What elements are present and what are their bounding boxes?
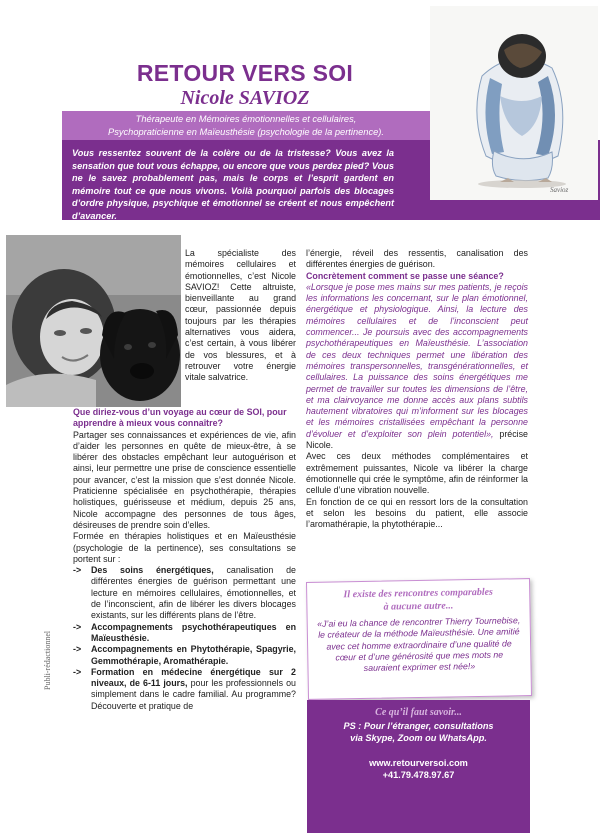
arrow-marker: -> <box>73 621 82 632</box>
ps-line: PS : Pour l’étranger, consultations <box>343 721 494 731</box>
list-item <box>73 565 296 621</box>
list-item-text: canalisation de différentes énergies de guérison permettant une lecture en mémoires cellulaires, émotionnelles, et de l’inconscient, afin de libérer les divers blocages existants, sur les différents plans de l’être. <box>91 565 296 621</box>
list-item-bold: Des soins énergétiques, <box>91 565 214 576</box>
ps-note <box>307 721 530 744</box>
list-item-bold: Accompagnements psychothérapeutiques en Maïeusthésie. <box>91 621 296 643</box>
arrow-marker: -> <box>73 666 82 677</box>
list-item <box>73 622 296 645</box>
paragraph: l’énergie, réveil des ressentis, canalisation des différentes énergies de guérison. <box>306 248 528 270</box>
column-2 <box>306 248 528 530</box>
quote-text: «J’ai eu la chance de rencontrer Thierry Tournebise, le créateur de la méthode Maïeusthésie. Une amitié avec cet homme extraordinaire d’une qualité de cœur et d’une générosité que mes mots ne sauraient exprimer est née!» <box>317 615 521 674</box>
quote-box <box>306 578 532 700</box>
testimony-text: «Lorsque je pose mes mains sur mes patients, je reçois les informations les concernant, sur le plan émotionnel, énergétique et physiologique. Ainsi, la lecture des mémoires cellulaires et de l’inconscient peut commencer... Je poursuis avec des accompagnements psychothérapeutiques en Maïeusthésie. L’association de ces deux techniques permet une libération des mémoires transpersonnelles, transgénérationnelles, et cellulaires. La puissance des soins énergétiques me permet de travailler sur toutes les dimensions de l’être, et ma clairvoyance me donne accès aux plans subtils hautement vibratoires qui m’informent sur les blocages et les mémoires cristallisées empêchant la personne d’évoluer et d’exploiter son plein potentiel», <box>306 281 528 439</box>
author-name: Nicole SAVIOZ <box>180 87 310 109</box>
phone-number[interactable]: +41.79.478.97.67 <box>382 770 455 780</box>
testimony-attribution: précise Nicole. <box>306 428 528 451</box>
illustration <box>430 6 598 200</box>
info-heading: Ce qu’il faut savoir... <box>375 707 462 718</box>
question-heading: Que diriez-vous d’un voyage au cœur de SOI, pour apprendre à mieux vous connaître? <box>73 407 287 429</box>
paragraph: En fonction de ce qui en ressort lors de la consultation et selon les besoins du patient, elle associe l’aromathérapie, la phytothérapie... <box>306 496 528 530</box>
paragraph: Formée en thérapies holistiques et en Maïeusthésie (psychologie de la pertinence), ses consultations se portent sur : <box>73 531 296 564</box>
testimony-quote <box>306 282 528 451</box>
paragraph: Avec ces deux méthodes complémentaires et extrêmement puissantes, Nicole va libérer la charge émotionnelle qui crée le symptôme, afin de réinformer la cellule d’une vibration nouvelle. <box>306 451 528 496</box>
page-title: RETOUR VERS SOI <box>136 60 354 86</box>
side-label: Publi-rédactionnel <box>43 630 52 690</box>
question-heading: Concrètement comment se passe une séance? <box>306 270 504 281</box>
arrow-marker: -> <box>73 565 82 576</box>
arrow-marker: -> <box>73 644 82 655</box>
list-item-text: pour les professionnels ou simplement dans le cadre familial. Au programme? Découverte et pratique de <box>91 678 296 711</box>
services-list <box>73 565 296 712</box>
portrait-photo <box>6 235 181 407</box>
subtitle-line: Thérapeute en Mémoires émotionnelles et cellulaires, <box>135 114 357 124</box>
list-item <box>73 667 296 712</box>
contact-block <box>307 757 530 781</box>
quote-heading <box>315 585 521 615</box>
list-item-bold: Accompagnements en Phytothérapie, Spagyrie, Gemmothérapie, Aromathérapie. <box>91 644 296 666</box>
ps-line: via Skype, Zoom ou WhatsApp. <box>350 732 487 743</box>
paragraph: Partager ses connaissances et expériences de vie, afin d’aider les personnes en quête de mieux-être, à se libérer des obstacles empêchant leur autoguérison et ainsi, leur permettre une prise de conscience essentielle pour avancer, c’est la mission que s’est donnée Nicole. Praticienne spécialisée en psychothérapie, thérapies holistiques, guérisseuse et médium, depuis 25 ans, Nicole accompagne des personnes de tous âges, désireuses de prendre soin d’elles. <box>73 429 296 530</box>
list-item <box>73 644 296 667</box>
signature: Savioz <box>550 186 569 194</box>
quote-heading-line: à aucune autre... <box>383 600 454 613</box>
subtitle <box>62 113 430 138</box>
subtitle-line: Psychopraticienne en Maïeusthésie (psychologie de la pertinence). <box>108 126 384 137</box>
lead-paragraph: La spécialiste des mémoires cellulaires et émotionnelles, c’est Nicole SAVIOZ! Cette altruiste, bienveillante au grand cœur, passionnée depuis toujours par les thérapies alternatives vous aidera, c’est certain, à vous libérer de vos blessures, et à retrouver votre énergie vitale salvatrice. <box>185 248 296 383</box>
woman-with-dog-photo <box>6 235 181 407</box>
column-1 <box>73 407 296 712</box>
quote-heading-line: Il existe des rencontres comparables <box>343 586 494 601</box>
crouching-figure-drawing <box>430 6 598 200</box>
intro-text: Vous ressentez souvent de la colère ou de la tristesse? Vous avez la sensation que tout vous échappe, ou encore que vous perdez pied? Vous ne le savez probablement pas, mais le corps et l’esprit gardent en mémoire tout ce que nous vivons. Voilà pourquoi parfois des blocages d’ordre physique, psychique et émotionnel se créent et nous empêchent d’avancer. <box>72 148 394 221</box>
list-item-bold: Formation en médecine énergétique sur 2 niveaux, de 6-11 jours, <box>91 666 296 689</box>
website-link[interactable]: www.retourversoi.com <box>369 758 468 768</box>
